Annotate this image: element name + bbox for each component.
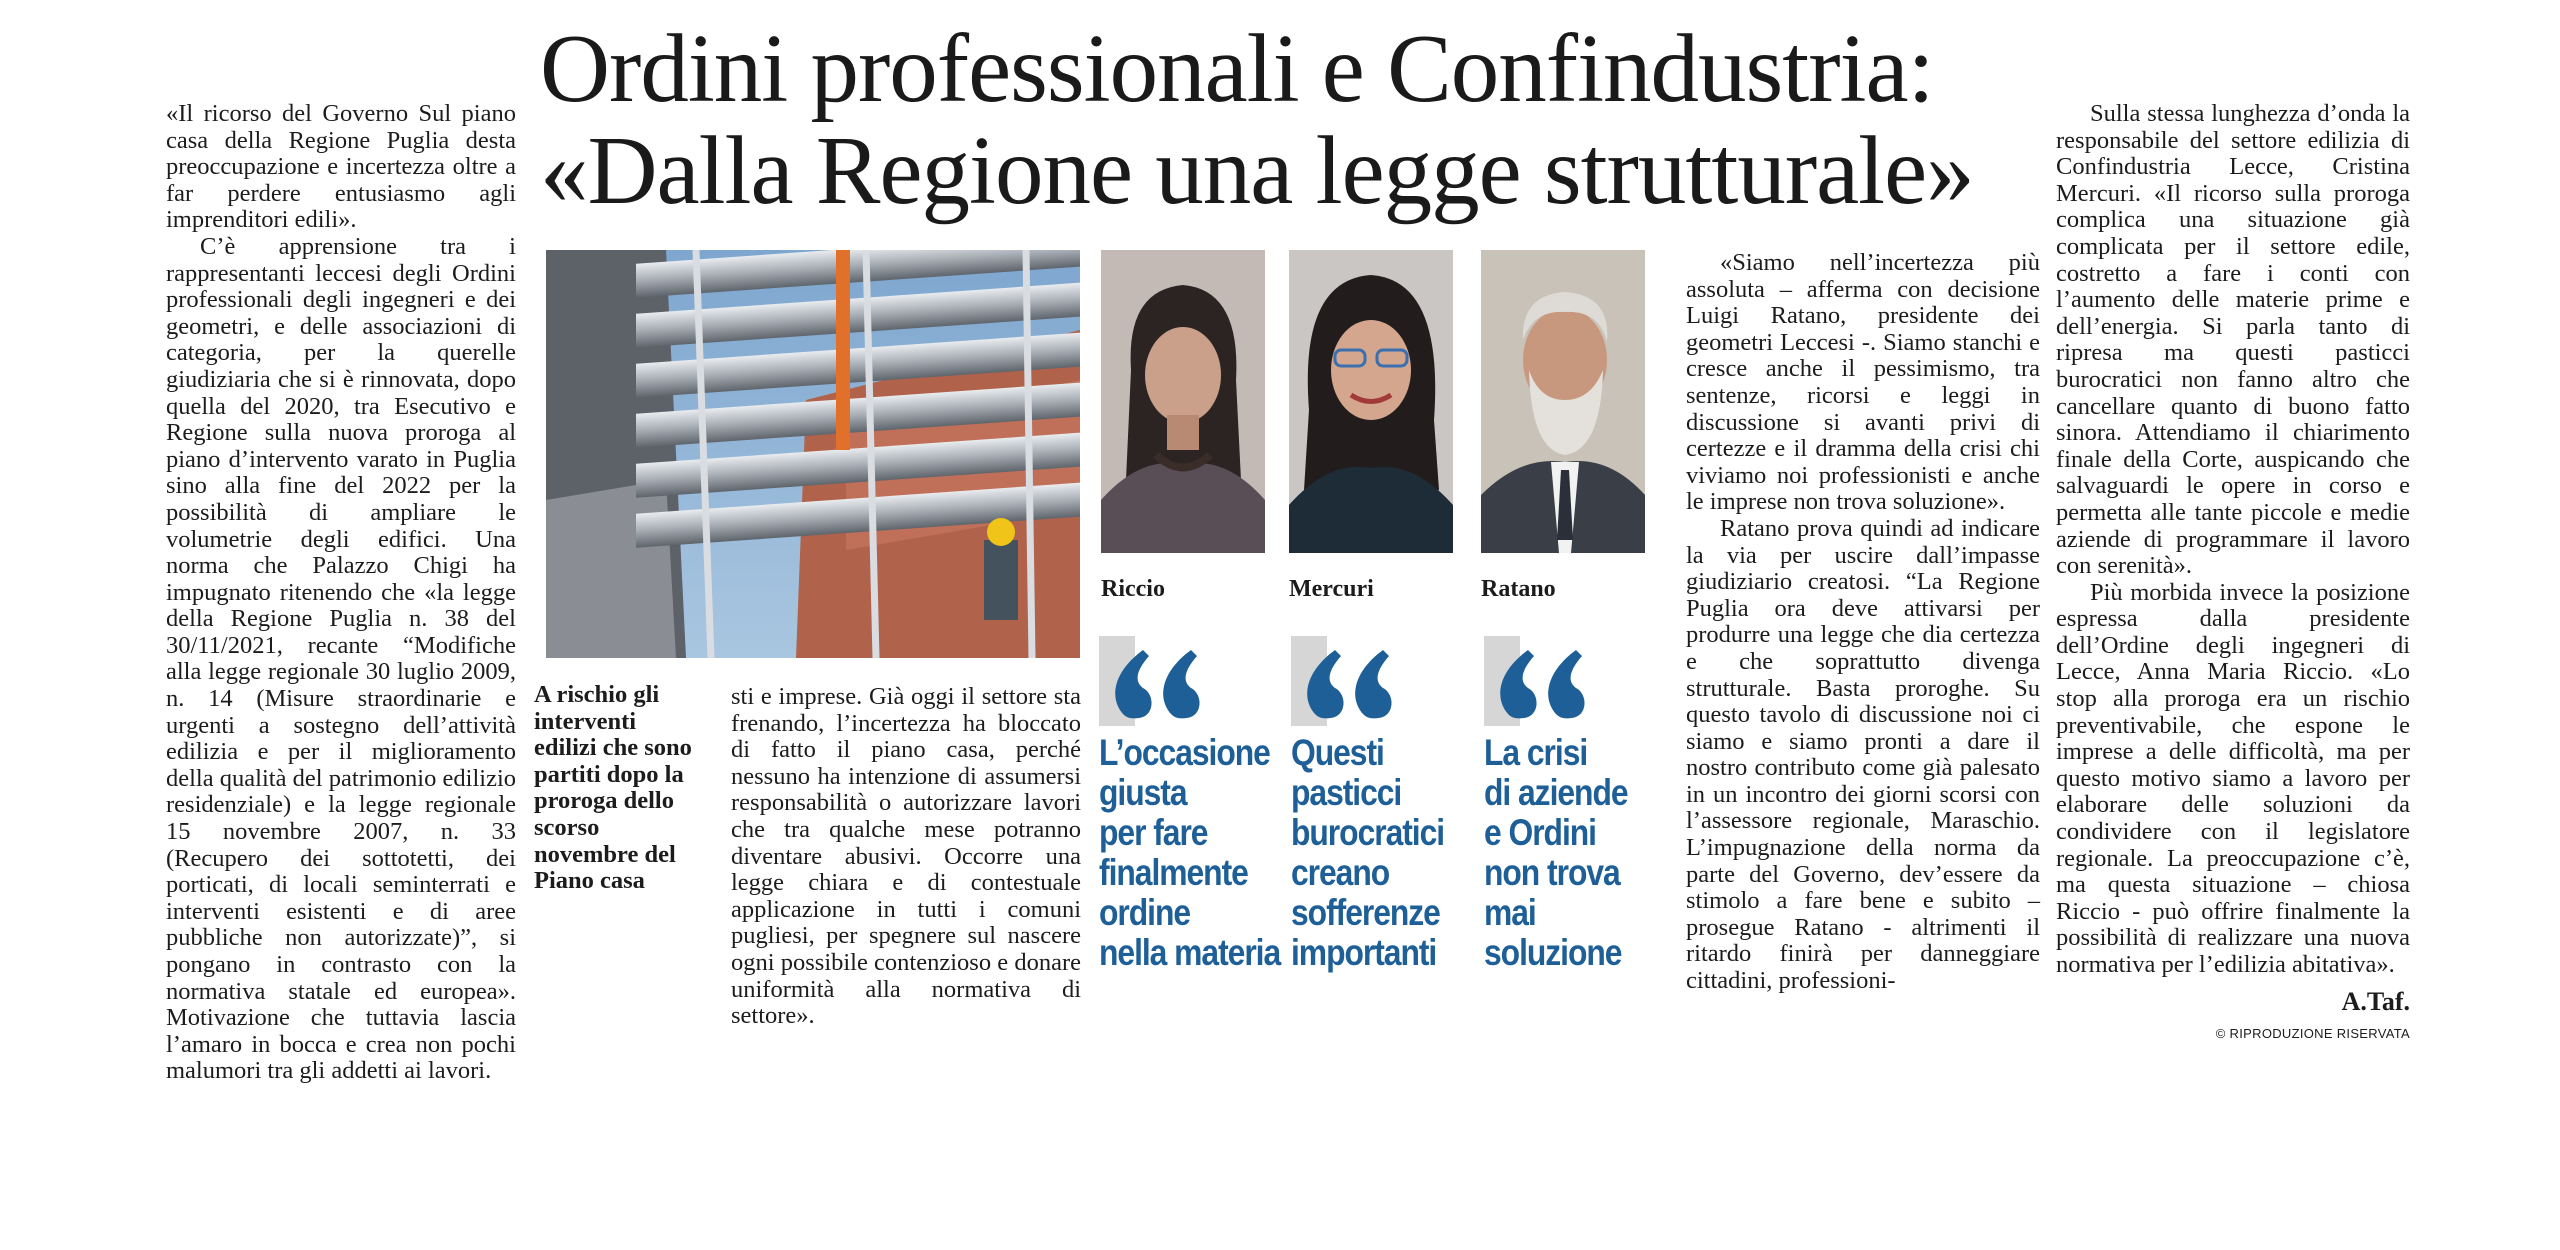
quote-mark-icon bbox=[1291, 636, 1411, 726]
quote-mark-icon bbox=[1484, 636, 1604, 726]
scaffolding-photo bbox=[546, 250, 1080, 658]
portrait-ratano bbox=[1481, 250, 1645, 553]
pull-quote-ratano: La crisi di aziende e Ordini non trova mai soluzione bbox=[1484, 732, 1628, 973]
riccio-statement: Più morbida invece la posizione espressa dalla presidente dell’Ordine degli ingegneri di Lecce, Anna Maria Riccio. «Lo stop alla proroga era un rischio preventivabile, che espone le imprese a delle difficoltà, ma per questo motivo siamo a lavoro per elaborare delle soluzioni da condividere con il legislatore regionale. La preoccupazione c’è, ma questa situazione – chiosa Riccio - può offrire finalmente la possibilità di realizzare una nuova normativa per l’edilizia abitativa». bbox=[2056, 578, 2410, 978]
article-column-2 bbox=[731, 684, 1081, 1030]
pull-quote-mercuri: Questi pasticci burocratici creano sofferenze importanti bbox=[1291, 732, 1445, 973]
portrait-riccio bbox=[1101, 250, 1265, 553]
article-column-1 bbox=[166, 101, 516, 1085]
mercuri-statement: Sulla stessa lunghezza d’onda la responsabile del settore edilizia di Confindustria Lecce, Cristina Mercuri. «Il ricorso sulla proroga complica una situazione già complicata per il settore edile, costretto a fare i conti con l’aumento delle materie prime e dell’energia. Si parla tanto di ripresa ma questi pasticci burocratici non fanno altro che cancellare quanto di buono fatto sinora. Attendiamo il chiarimento finale della Corte, auspicando che salvaguardi le opere in corso e permetta alle tante piccole e medie aziende di programmare il lavoro con serenità». bbox=[2056, 100, 2410, 580]
intro-quote: «Il ricorso del Governo Sul piano casa della Regione Puglia desta preoccupazione e incertezza oltre a far perdere entusiasmo agli imprenditori edili». bbox=[166, 100, 516, 234]
quote-block-mercuri bbox=[1291, 636, 1471, 973]
column-1-paragraph: C’è apprensione tra i rappresentanti leccesi degli Ordini professionali degli ingegneri e dei geometri, e delle associazioni di categoria, per la querelle giudiziaria che si è rinnovata, dopo quella del 2020, tra Esecutivo e Regione sulla nuova proroga al piano d’intervento varato in Puglia sino alla fine del 2022 per la possibilità di ampliare le volumetrie degli edifici. Una norma che Palazzo Chigi ha impugnato ritenendo che «la legge della Regione Puglia n. 38 del 30/11/2021, recante “Modifiche alla legge regionale 30 luglio 2009, n. 14 (Misure straordinarie e urgenti a sostegno dell’attività edilizia e per il miglioramento della qualità del patrimonio edilizio residenziale) e la legge regionale 15 novembre 2007, n. 33 (Recupero dei sottotetti, dei porticati, di locali seminterrati e interventi esistenti e di aree pubbliche non autorizzate)”, si pongano in contrasto con la normativa statale ed europea». Motivazione che tuttavia lascia l’amaro in bocca e crea non pochi malumori tra gli addetti ai lavori. bbox=[166, 232, 516, 1085]
copyright-notice: © RIPRODUZIONE RISERVATA bbox=[2215, 1026, 2410, 1041]
column-2-paragraph: sti e imprese. Già oggi il settore sta frenando, l’incertezza ha bloccato di fatto il piano casa, perché nessuno ha intenzione di assumersi responsabilità o autorizzare lavori che tra qualche mese potranno diventare abusivi. Occorre una legge chiara e di contestuale applicazione in tutti i comuni pugliesi, per spegnere sul nascere ogni possibile contenzioso e donare uniformità alla normativa di settore». bbox=[731, 683, 1081, 1030]
ratano-proposal: Ratano prova quindi ad indicare la via per uscire dall’impasse giudiziario creatosi. “La Regione Puglia ora deve attivarsi per produrre una legge che dia certezza e che soprattutto divenga strutturale. Basta proroghe. Su questo tavolo di discussione noi ci siamo e siamo pronti a dare il nostro contributo come già palesato in un incontro dei giorni scorsi con l’assessore regionale, Maraschio. L’impugnazione della norma da parte del Governo, dev’essere da stimolo a fare bene e subito – prosegue Ratano - altrimenti il ritardo finirà per danneggiare cittadini, professioni- bbox=[1686, 514, 2040, 995]
quote-block-riccio bbox=[1099, 636, 1279, 973]
scaffolding-photo-illustration bbox=[546, 250, 1080, 658]
photo-caption: A rischio gli interventi edilizi che sono partiti dopo la proroga dello scorso novembre del Piano casa bbox=[534, 681, 692, 895]
quote-mark-icon bbox=[1099, 636, 1219, 726]
author-signature: A.Taf. bbox=[2341, 987, 2410, 1016]
portrait-mercuri-photo bbox=[1289, 250, 1453, 553]
quote-block-ratano bbox=[1484, 636, 1664, 973]
headline bbox=[540, 15, 2100, 224]
headline-line-2: «Dalla Regione una legge strutturale» bbox=[540, 117, 1974, 224]
portrait-ratano-photo bbox=[1481, 250, 1645, 553]
pull-quote-riccio: L’occasione giusta per fare finalmente ordine nella materia bbox=[1099, 732, 1281, 973]
headline-line-1: Ordini professionali e Confindustria: bbox=[540, 15, 1934, 122]
portrait-label-mercuri: Mercuri bbox=[1289, 576, 1374, 602]
article-column-4 bbox=[2056, 101, 2410, 979]
portrait-riccio-photo bbox=[1101, 250, 1265, 553]
portrait-mercuri bbox=[1289, 250, 1453, 553]
ratano-statement: «Siamo nell’incertezza più assoluta – afferma con decisione Luigi Ratano, presidente dei geometri Leccesi -. Siamo stanchi e cresce anche il pessimismo, tra sentenze, ricorsi e leggi in discussione si avanti privi di certezze e il dramma della crisi chi viviamo noi professionisti e anche le imprese non trova soluzione». bbox=[1686, 249, 2040, 516]
portrait-label-ratano: Ratano bbox=[1481, 576, 1556, 602]
article-column-3 bbox=[1686, 250, 2040, 995]
portrait-label-riccio: Riccio bbox=[1101, 576, 1165, 602]
